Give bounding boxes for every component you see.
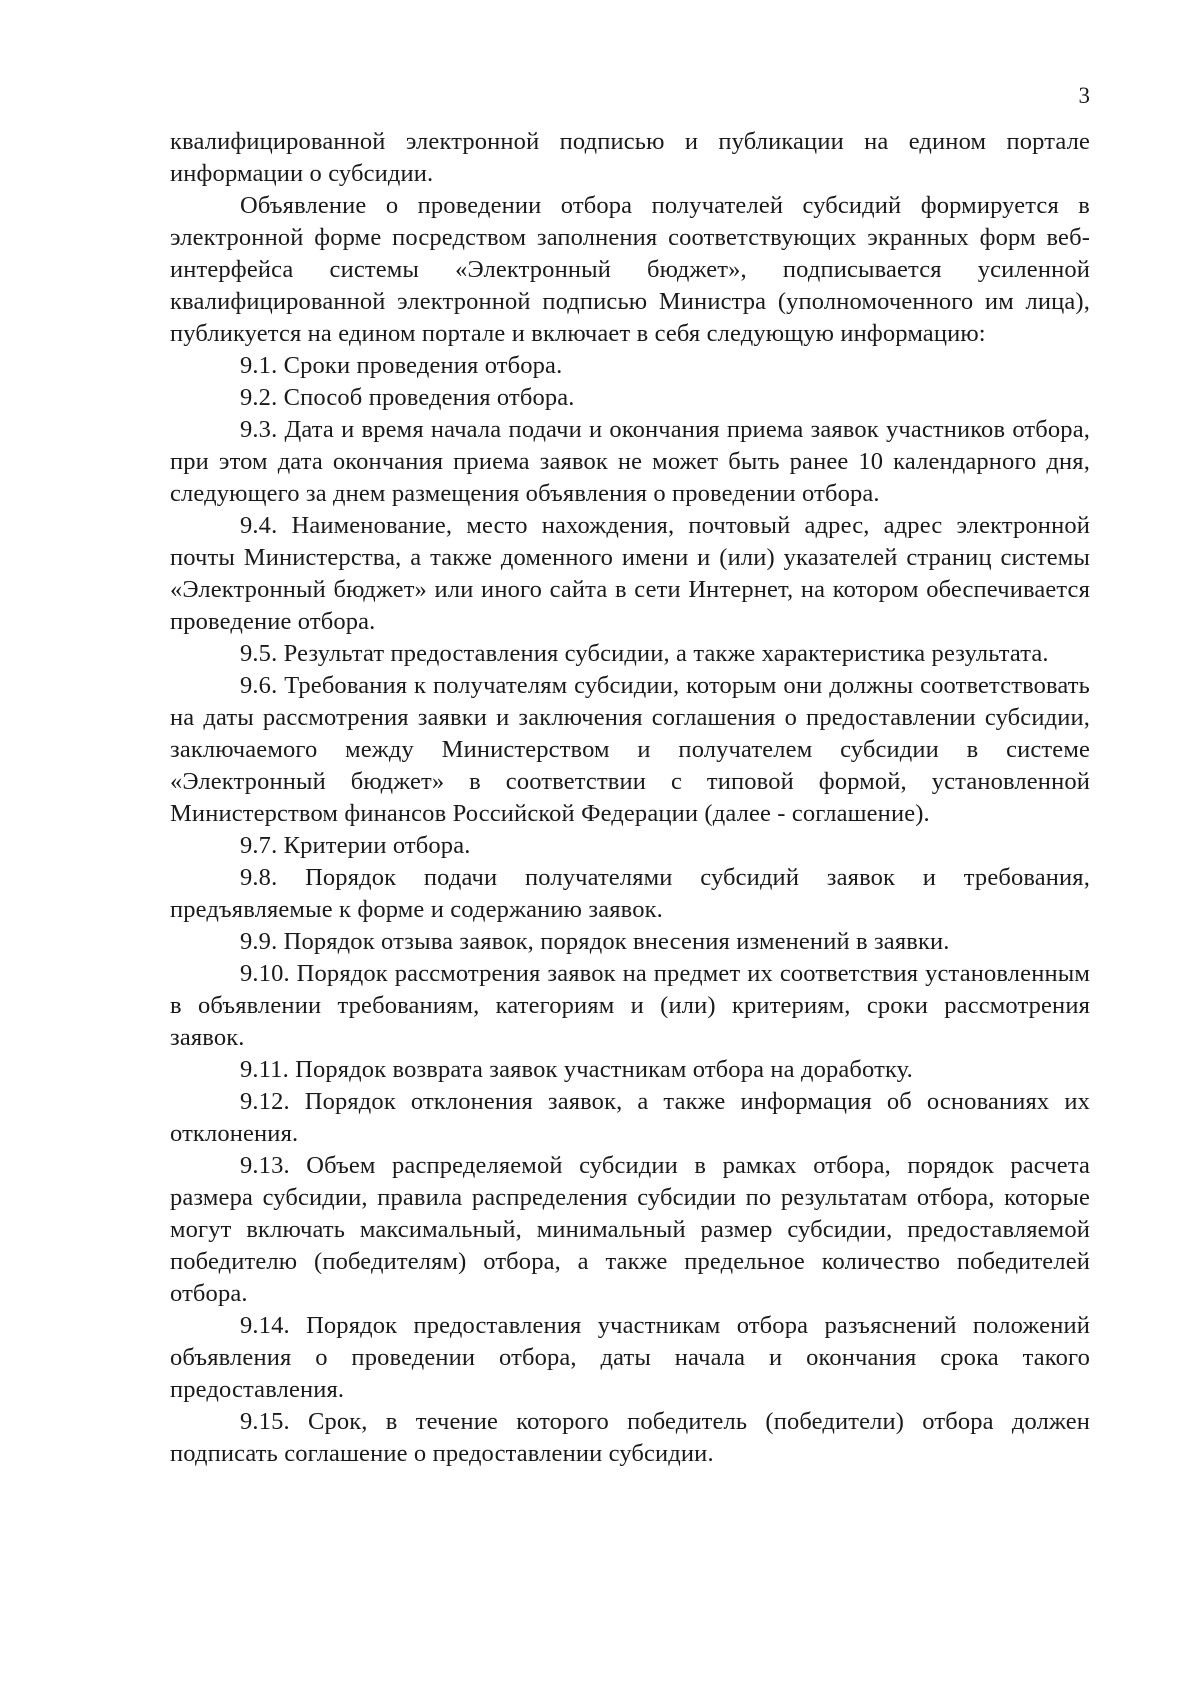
paragraph: 9.11. Порядок возврата заявок участникам отбора на доработку. <box>240 1056 913 1083</box>
paragraph: 9.10. Порядок рассмотрения заявок на предмет их соответствия установленным в объявлении требованиям, категориям и (или) критериям, сроки рассмотрения заявок. <box>170 960 1090 1051</box>
paragraph: 9.13. Объем распределяемой субсидии в рамках отбора, порядок расчета размера субсидии, правила распределения субсидии по результатам отбора, которые могут включать максимальный, минимальный размер субсидии, предоставляемой победителю (победителям) отбора, а также предельное количество победителей отбора. <box>170 1152 1090 1307</box>
paragraph: 9.3. Дата и время начала подачи и окончания приема заявок участников отбора, при этом дата окончания приема заявок не может быть ранее 10 календарного дня, следующего за днем размещения объявления о проведении отбора. <box>170 416 1090 507</box>
paragraph: 9.7. Критерии отбора. <box>240 832 471 859</box>
paragraph: 9.12. Порядок отклонения заявок, а также информация об основаниях их отклонения. <box>170 1088 1090 1147</box>
paragraph: 9.14. Порядок предоставления участникам отбора разъяснений положений объявления о проведении отбора, даты начала и окончания срока такого предоставления. <box>170 1312 1090 1403</box>
paragraph: Объявление о проведении отбора получателей субсидий формируется в электронной форме посредством заполнения соответствующих экранных форм веб-интерфейса системы «Электронный бюджет», подписывается усиленной квалифицированной электронной подписью Министра (уполномоченного им лица), публикуется на едином портале и включает в себя следующую информацию: <box>170 192 1090 347</box>
paragraph: 9.1. Сроки проведения отбора. <box>240 352 563 379</box>
paragraph: 9.15. Срок, в течение которого победитель (победители) отбора должен подписать соглашение о предоставлении субсидии. <box>170 1408 1090 1467</box>
document-body <box>170 126 1090 1470</box>
paragraph: 9.4. Наименование, место нахождения, почтовый адрес, адрес электронной почты Министерства, а также доменного имени и (или) указателей страниц системы «Электронный бюджет» или иного сайта в сети Интернет, на котором обеспечивается проведение отбора. <box>170 512 1090 635</box>
continuation-paragraph: квалифицированной электронной подписью и публикации на едином портале информации о субсидии. <box>170 128 1090 187</box>
paragraph: 9.2. Способ проведения отбора. <box>240 384 575 411</box>
page-number: 3 <box>1078 83 1090 108</box>
paragraph: 9.8. Порядок подачи получателями субсидий заявок и требования, предъявляемые к форме и содержанию заявок. <box>170 864 1090 923</box>
paragraph: 9.6. Требования к получателям субсидии, которым они должны соответствовать на даты рассмотрения заявки и заключения соглашения о предоставлении субсидии, заключаемого между Министерством и получателем субсидии в системе «Электронный бюджет» в соответствии с типовой формой, установленной Министерством финансов Российской Федерации (далее - соглашение). <box>170 672 1090 827</box>
paragraph: 9.9. Порядок отзыва заявок, порядок внесения изменений в заявки. <box>240 928 950 955</box>
paragraph: 9.5. Результат предоставления субсидии, а также характеристика результата. <box>240 640 1049 667</box>
